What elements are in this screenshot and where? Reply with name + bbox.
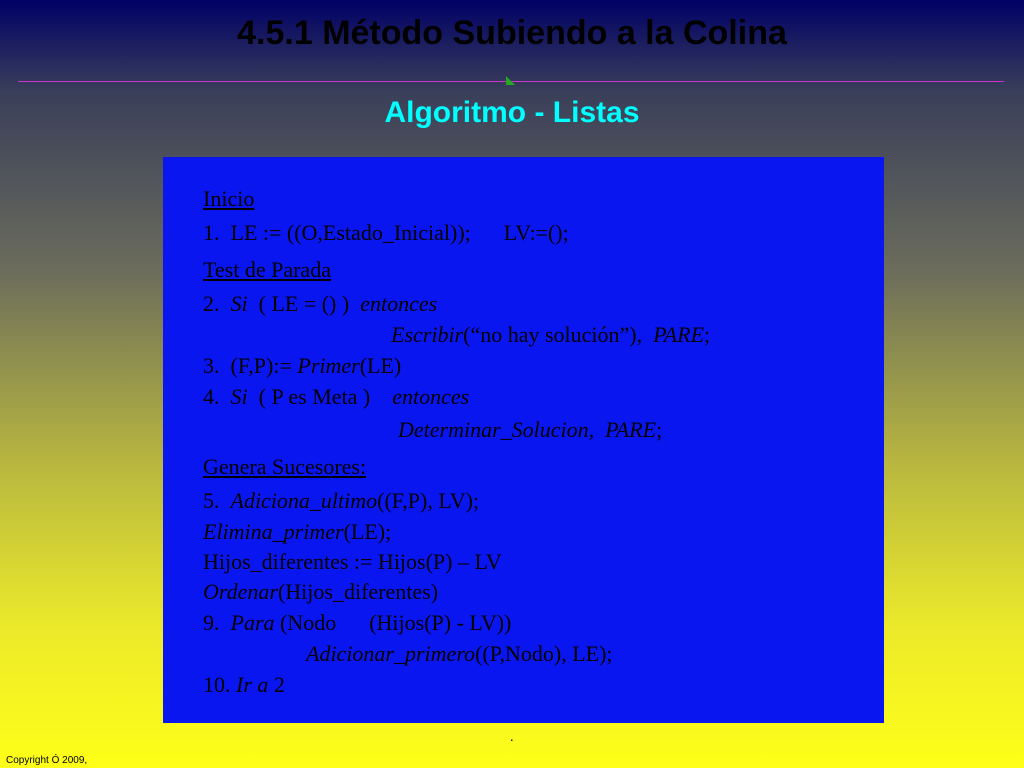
keyword-adicionar-primero: Adicionar_primero — [306, 641, 476, 666]
step-6-args: (LE); — [343, 519, 392, 544]
step-3 — [203, 353, 401, 379]
step-4-condition: ( P es Meta ) — [247, 384, 393, 409]
step-5 — [203, 488, 479, 514]
step-9-action-args: ((P,Nodo), LE); — [475, 641, 613, 666]
step-8 — [203, 579, 438, 605]
divider-marker-icon — [506, 76, 515, 85]
step-2 — [203, 291, 437, 317]
step-3-assign: 3. (F,P):= — [203, 353, 298, 378]
keyword-entonces: entonces — [360, 291, 438, 316]
keyword-si: Si — [230, 384, 248, 409]
step-4-number: 4. — [203, 384, 231, 409]
algorithm-panel — [163, 157, 884, 723]
section-test-de-parada: Test de Parada — [203, 257, 331, 282]
step-7: Hijos_diferentes := Hijos(P) – LV — [203, 549, 502, 574]
step-4-end: ; — [656, 417, 663, 442]
step-10 — [203, 672, 285, 698]
step-4 — [203, 384, 469, 410]
step-4-action — [398, 417, 662, 443]
keyword-ir-a: Ir a — [236, 672, 269, 697]
step-6 — [203, 519, 391, 545]
step-9-action — [306, 641, 613, 667]
step-2-action — [391, 322, 710, 348]
step-10-number: 10. — [203, 672, 236, 697]
slide-subtitle: Algoritmo - Listas — [384, 96, 640, 129]
step-2-condition: ( LE = () ) — [247, 291, 361, 316]
step-9 — [203, 610, 511, 636]
keyword-escribir: Escribir — [391, 322, 464, 347]
step-9-range: (Nodo (Hijos(P) - LV)) — [274, 610, 512, 635]
section-genera-sucesores: Genera Sucesores: — [203, 454, 367, 479]
slide-dot: . — [510, 730, 514, 745]
keyword-entonces: entonces — [392, 384, 470, 409]
keyword-elimina-primer: Elimina_primer — [203, 519, 344, 544]
step-1: 1. LE := ((O,Estado_Inicial)); LV:=(); — [203, 220, 569, 245]
step-9-number: 9. — [203, 610, 231, 635]
step-2-end: ; — [704, 322, 711, 347]
keyword-determinar-solucion: Determinar_Solucion, PARE — [398, 417, 657, 442]
step-2-message: (“no hay solución”), — [463, 322, 654, 347]
keyword-si: Si — [230, 291, 248, 316]
step-5-number: 5. — [203, 488, 231, 513]
keyword-pare: PARE — [653, 322, 705, 347]
step-5-args: ((F,P), LV); — [377, 488, 480, 513]
step-3-arg: (LE) — [359, 353, 402, 378]
slide-title: 4.5.1 Método Subiendo a la Colina — [237, 14, 787, 52]
step-2-number: 2. — [203, 291, 231, 316]
keyword-ordenar: Ordenar — [203, 579, 278, 604]
keyword-para: Para — [230, 610, 275, 635]
copyright-notice: Copyright Ó 2009, — [6, 755, 88, 766]
step-8-args: (Hijos_diferentes) — [277, 579, 439, 604]
keyword-adiciona-ultimo: Adiciona_ultimo — [230, 488, 378, 513]
section-inicio: Inicio — [203, 186, 255, 211]
step-10-target: 2 — [268, 672, 285, 697]
keyword-primer: Primer — [297, 353, 360, 378]
